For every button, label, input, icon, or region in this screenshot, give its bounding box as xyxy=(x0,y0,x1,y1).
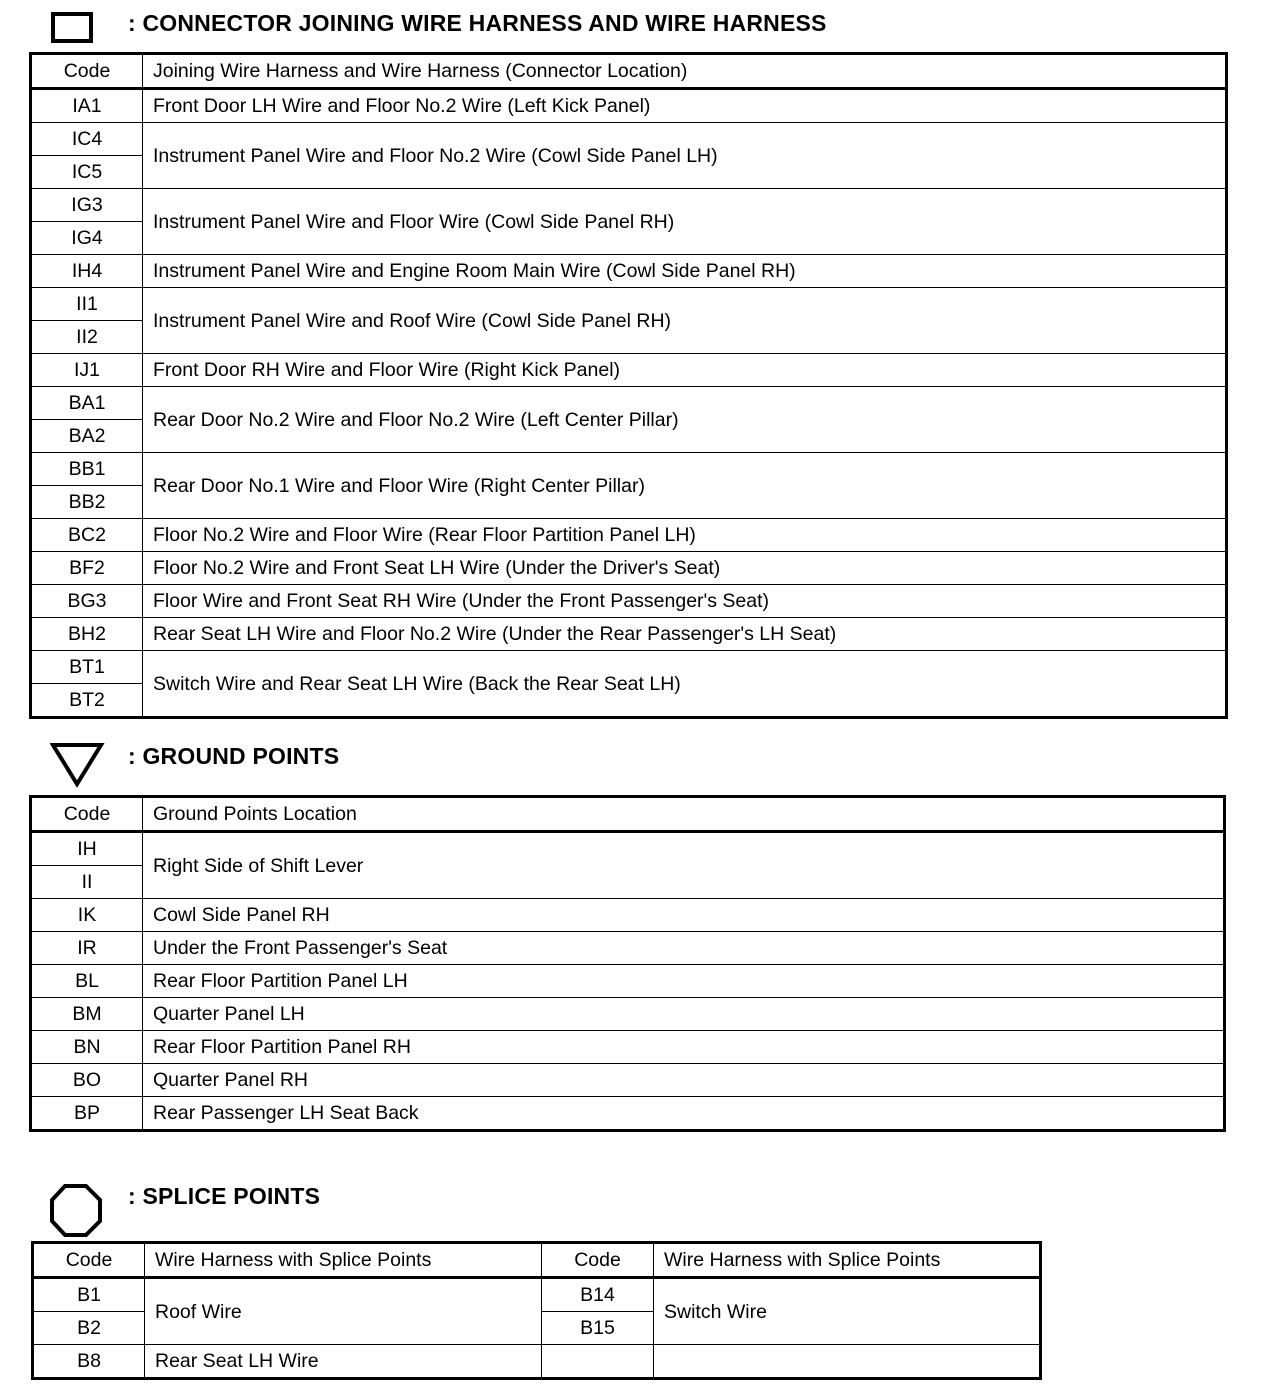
table-row xyxy=(31,189,1227,222)
splice-harness-right: Switch Wire xyxy=(654,1278,1041,1345)
table-row xyxy=(31,899,1225,932)
splice-code-left: B8 xyxy=(33,1345,145,1379)
column-header-harness-left: Wire Harness with Splice Points xyxy=(145,1243,542,1278)
row-code: BT1 xyxy=(31,651,143,684)
row-code: II xyxy=(31,866,143,899)
row-code: BB2 xyxy=(31,486,143,519)
ground-table xyxy=(29,795,1226,1132)
row-location: Quarter Panel RH xyxy=(143,1064,1225,1097)
table-row xyxy=(31,552,1227,585)
connector-section-title: : CONNECTOR JOINING WIRE HARNESS AND WIRE HARNESS xyxy=(128,10,827,36)
table-row xyxy=(31,998,1225,1031)
table-row xyxy=(31,832,1225,866)
row-location: Cowl Side Panel RH xyxy=(143,899,1225,932)
table-row xyxy=(31,453,1227,486)
row-location: Switch Wire and Rear Seat LH Wire (Back the Rear Seat LH) xyxy=(143,651,1227,718)
splice-section-title: : SPLICE POINTS xyxy=(128,1183,321,1209)
row-location: Quarter Panel LH xyxy=(143,998,1225,1031)
row-location: Rear Floor Partition Panel RH xyxy=(143,1031,1225,1064)
splice-octagon-icon xyxy=(50,1183,106,1237)
row-code: II2 xyxy=(31,321,143,354)
empty-cell xyxy=(654,1345,1041,1379)
table-row xyxy=(31,618,1227,651)
row-code: BC2 xyxy=(31,519,143,552)
table-row xyxy=(31,932,1225,965)
row-location: Floor No.2 Wire and Front Seat LH Wire (Under the Driver's Seat) xyxy=(143,552,1227,585)
row-location: Rear Door No.1 Wire and Floor Wire (Right Center Pillar) xyxy=(143,453,1227,519)
row-code: IK xyxy=(31,899,143,932)
ground-triangle-icon xyxy=(50,743,106,789)
table-row xyxy=(31,1097,1225,1131)
table-row xyxy=(31,519,1227,552)
row-location: Instrument Panel Wire and Floor Wire (Cowl Side Panel RH) xyxy=(143,189,1227,255)
row-code: BA2 xyxy=(31,420,143,453)
empty-cell xyxy=(542,1345,654,1379)
row-code: IC4 xyxy=(31,123,143,156)
row-location: Front Door LH Wire and Floor No.2 Wire (Left Kick Panel) xyxy=(143,89,1227,123)
table-row xyxy=(33,1278,1041,1312)
row-code: IR xyxy=(31,932,143,965)
table-row xyxy=(31,585,1227,618)
row-code: IG4 xyxy=(31,222,143,255)
row-location: Under the Front Passenger's Seat xyxy=(143,932,1225,965)
row-code: IH xyxy=(31,832,143,866)
row-code: IH4 xyxy=(31,255,143,288)
splice-code-right: B14 xyxy=(542,1278,654,1312)
row-code: BH2 xyxy=(31,618,143,651)
row-location: Instrument Panel Wire and Roof Wire (Cowl Side Panel RH) xyxy=(143,288,1227,354)
row-location: Floor No.2 Wire and Floor Wire (Rear Floor Partition Panel LH) xyxy=(143,519,1227,552)
table-row xyxy=(31,387,1227,420)
row-code: BM xyxy=(31,998,143,1031)
row-location: Rear Door No.2 Wire and Floor No.2 Wire (Left Center Pillar) xyxy=(143,387,1227,453)
splice-code-right: B15 xyxy=(542,1312,654,1345)
row-code: II1 xyxy=(31,288,143,321)
table-row xyxy=(31,89,1227,123)
row-code: IG3 xyxy=(31,189,143,222)
table-row xyxy=(31,1031,1225,1064)
square-icon xyxy=(50,10,96,44)
column-header-location: Joining Wire Harness and Wire Harness (Connector Location) xyxy=(143,54,1227,89)
row-location: Rear Floor Partition Panel LH xyxy=(143,965,1225,998)
ground-section-title: : GROUND POINTS xyxy=(128,743,340,769)
splice-harness-left: Roof Wire xyxy=(145,1278,542,1345)
row-code: IC5 xyxy=(31,156,143,189)
row-location: Instrument Panel Wire and Floor No.2 Wire (Cowl Side Panel LH) xyxy=(143,123,1227,189)
splice-code-left: B2 xyxy=(33,1312,145,1345)
row-location: Instrument Panel Wire and Engine Room Main Wire (Cowl Side Panel RH) xyxy=(143,255,1227,288)
column-header-code: Code xyxy=(31,54,143,89)
table-row xyxy=(31,255,1227,288)
column-header-code: Code xyxy=(31,797,143,832)
row-location: Front Door RH Wire and Floor Wire (Right Kick Panel) xyxy=(143,354,1227,387)
row-code: BP xyxy=(31,1097,143,1131)
column-header-code-right: Code xyxy=(542,1243,654,1278)
row-location: Rear Passenger LH Seat Back xyxy=(143,1097,1225,1131)
row-code: BT2 xyxy=(31,684,143,718)
table-row xyxy=(31,123,1227,156)
row-code: BN xyxy=(31,1031,143,1064)
table-row xyxy=(33,1345,1041,1379)
row-location: Rear Seat LH Wire and Floor No.2 Wire (Under the Rear Passenger's LH Seat) xyxy=(143,618,1227,651)
row-code: BL xyxy=(31,965,143,998)
column-header-location: Ground Points Location xyxy=(143,797,1225,832)
splice-harness-left: Rear Seat LH Wire xyxy=(145,1345,542,1379)
splice-table xyxy=(31,1241,1042,1380)
column-header-code-left: Code xyxy=(33,1243,145,1278)
row-code: BF2 xyxy=(31,552,143,585)
row-code: IA1 xyxy=(31,89,143,123)
row-code: BG3 xyxy=(31,585,143,618)
connector-table xyxy=(29,52,1228,719)
table-row xyxy=(31,965,1225,998)
table-row xyxy=(31,354,1227,387)
row-code: BA1 xyxy=(31,387,143,420)
row-code: BO xyxy=(31,1064,143,1097)
table-row xyxy=(31,1064,1225,1097)
splice-code-left: B1 xyxy=(33,1278,145,1312)
table-row xyxy=(31,288,1227,321)
row-code: IJ1 xyxy=(31,354,143,387)
row-location: Floor Wire and Front Seat RH Wire (Under the Front Passenger's Seat) xyxy=(143,585,1227,618)
row-location: Right Side of Shift Lever xyxy=(143,832,1225,899)
column-header-harness-right: Wire Harness with Splice Points xyxy=(654,1243,1041,1278)
row-code: BB1 xyxy=(31,453,143,486)
table-row xyxy=(31,651,1227,684)
